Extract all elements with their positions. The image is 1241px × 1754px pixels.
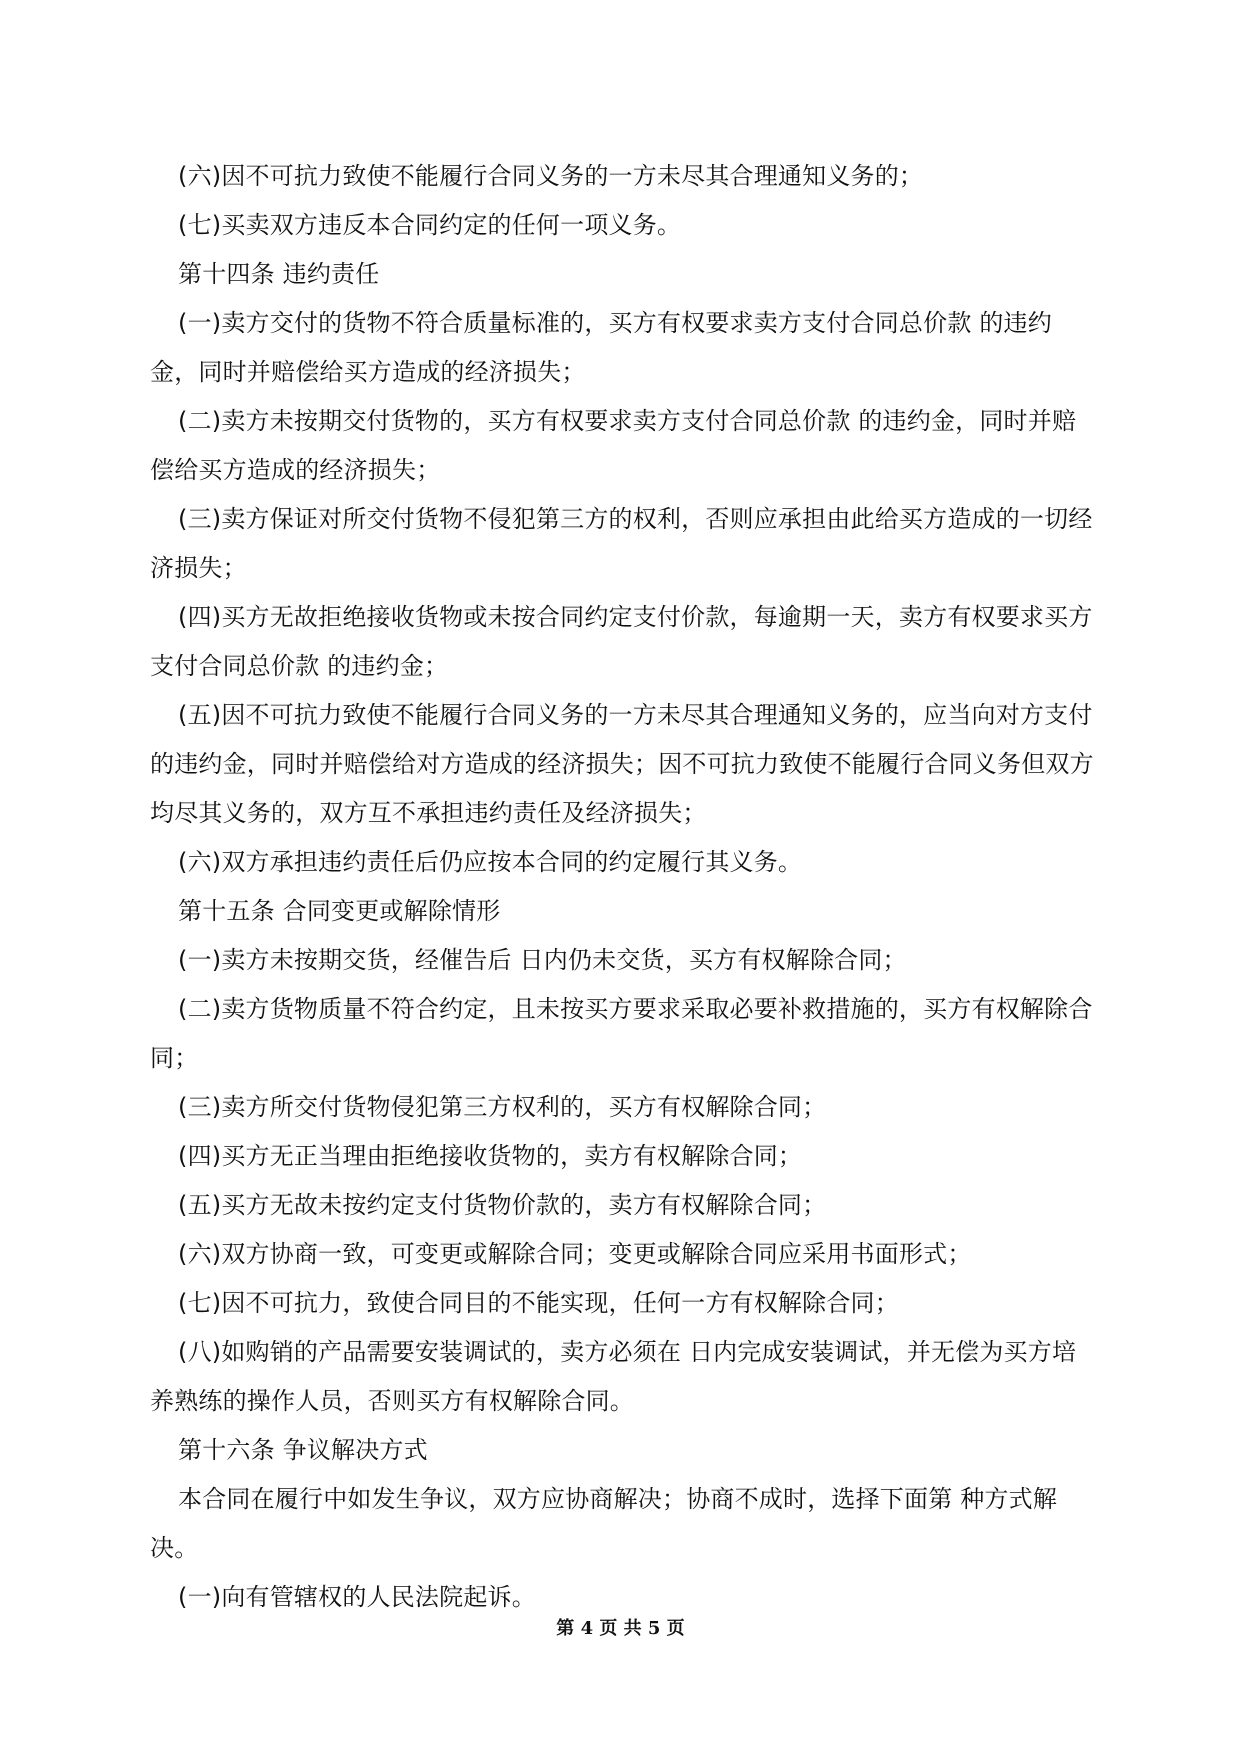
article-14-item-5: (五)因不可抗力致使不能履行合同义务的一方未尽其合理通知义务的，应当向对方支付 的违约金，同时并赔偿给对方造成的经济损失；因不可抗力致使不能履行合同义务但双方均尽其义务的，双方互不承担违约责任及经济损失； <box>150 701 1094 827</box>
document-body <box>150 152 1095 1622</box>
article-15-item-2: (二)卖方货物质量不符合约定，且未按买方要求采取必要补救措施的，买方有权解除合同； <box>150 995 1093 1072</box>
clause-6-notice-duty: (六)因不可抗力致使不能履行合同义务的一方未尽其合理通知义务的； <box>178 162 924 190</box>
clause-7-any-obligation: (七)买卖双方违反本合同约定的任何一项义务。 <box>178 211 682 239</box>
article-15-item-3: (三)卖方所交付货物侵犯第三方权利的，买方有权解除合同； <box>178 1093 827 1121</box>
article-14-item-6: (六)双方承担违约责任后仍应按本合同的约定履行其义务。 <box>178 848 803 876</box>
article-15-item-1: (一)卖方未按期交货，经催告后 日内仍未交货，买方有权解除合同； <box>178 946 907 974</box>
article-15-item-8: (八)如购销的产品需要安装调试的，卖方必须在 日内完成安装调试，并无偿为买方培养熟练的操作人员，否则买方有权解除合同。 <box>150 1338 1077 1415</box>
article-15-item-4: (四)买方无正当理由拒绝接收货物的，卖方有权解除合同； <box>178 1142 803 1170</box>
article-14-heading: 第十四条 违约责任 <box>178 260 380 288</box>
article-14-item-1: (一)卖方交付的货物不符合质量标准的，买方有权要求卖方支付合同总价款 的违约金，同时并赔偿给买方造成的经济损失； <box>150 309 1052 386</box>
article-14-item-4: (四)买方无故拒绝接收货物或未按合同约定支付价款，每逾期一天，卖方有权要求买方支付合同总价款 的违约金； <box>150 603 1093 680</box>
article-14-item-3: (三)卖方保证对所交付货物不侵犯第三方的权利，否则应承担由此给买方造成的一切经济损失； <box>150 505 1093 582</box>
article-14-item-2: (二)卖方未按期交付货物的，买方有权要求卖方支付合同总价款 的违约金，同时并赔偿给买方造成的经济损失； <box>150 407 1077 484</box>
article-16-intro: 本合同在履行中如发生争议，双方应协商解决；协商不成时，选择下面第 种方式解决。 <box>150 1485 1058 1562</box>
article-15-item-7: (七)因不可抗力，致使合同目的不能实现，任何一方有权解除合同； <box>178 1289 899 1317</box>
article-16-heading: 第十六条 争议解决方式 <box>178 1436 428 1464</box>
article-15-item-5: (五)买方无故未按约定支付货物价款的，卖方有权解除合同； <box>178 1191 827 1219</box>
article-16-item-1: (一)向有管辖权的人民法院起诉。 <box>178 1583 536 1611</box>
article-15-heading: 第十五条 合同变更或解除情形 <box>178 897 501 925</box>
article-15-item-6: (六)双方协商一致，可变更或解除合同；变更或解除合同应采用书面形式； <box>178 1240 972 1268</box>
page-number-footer: 第 4 页 共 5 页 <box>556 1618 685 1639</box>
